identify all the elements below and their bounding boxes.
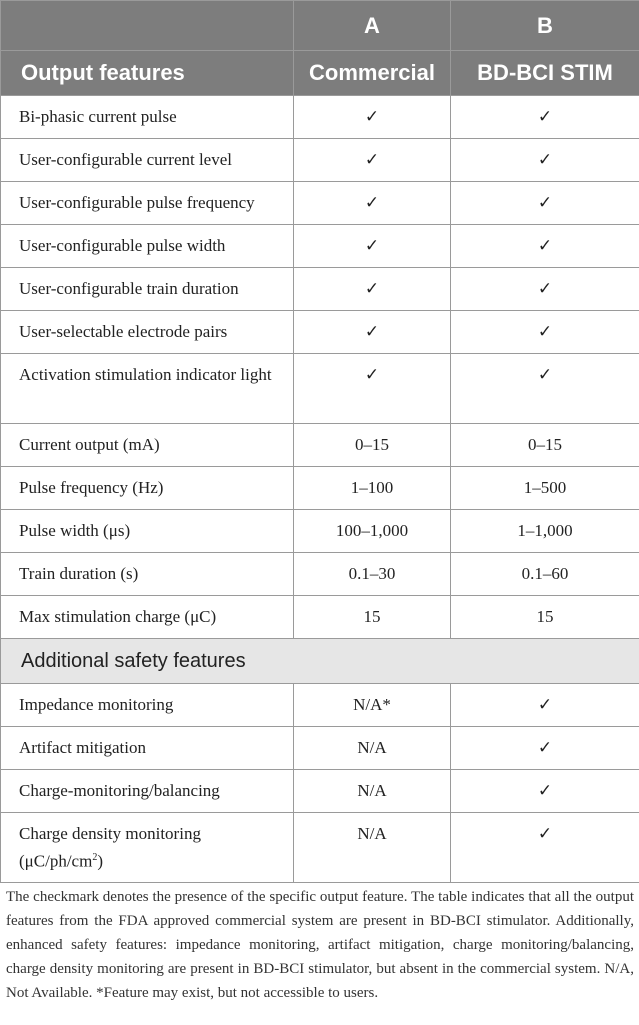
commercial-value: N/A*: [294, 684, 451, 727]
feature-name: User-configurable train duration: [1, 268, 294, 311]
bdbci-value: ✓: [451, 354, 639, 424]
header-title-row: [1, 51, 639, 96]
bdbci-value: ✓: [451, 268, 639, 311]
header-empty-cell: [1, 1, 294, 51]
feature-name: Impedance monitoring: [1, 684, 294, 727]
bdbci-value: ✓: [451, 684, 639, 727]
bdbci-value: ✓: [451, 182, 639, 225]
bdbci-value: ✓: [451, 770, 639, 813]
table-row: [1, 139, 639, 182]
feature-name: Bi-phasic current pulse: [1, 96, 294, 139]
feature-name: Pulse frequency (Hz): [1, 467, 294, 510]
feature-name: [1, 813, 294, 883]
column-b-name: BD-BCI STIM: [451, 51, 639, 96]
bdbci-value: ✓: [451, 813, 639, 883]
feature-name: User-selectable electrode pairs: [1, 311, 294, 354]
table-row: [1, 96, 639, 139]
feature-text: Charge density monitoring (μC/ph/cm: [19, 824, 201, 871]
table-row: [1, 684, 639, 727]
table-row: [1, 596, 639, 639]
feature-name: Activation stimulation indicator light: [1, 354, 294, 424]
commercial-value: ✓: [294, 139, 451, 182]
commercial-value: 0–15: [294, 424, 451, 467]
commercial-value: N/A: [294, 727, 451, 770]
commercial-value: N/A: [294, 770, 451, 813]
feature-name: Artifact mitigation: [1, 727, 294, 770]
header-letter-row: [1, 1, 639, 51]
commercial-value: ✓: [294, 225, 451, 268]
commercial-value: 15: [294, 596, 451, 639]
bdbci-value: 1–500: [451, 467, 639, 510]
feature-name: User-configurable pulse width: [1, 225, 294, 268]
bdbci-value: ✓: [451, 727, 639, 770]
column-b-letter: B: [451, 1, 639, 51]
output-features-heading: Output features: [1, 51, 294, 96]
bdbci-value: ✓: [451, 139, 639, 182]
feature-name: Charge-monitoring/balancing: [1, 770, 294, 813]
table-row: [1, 225, 639, 268]
table-row: [1, 311, 639, 354]
commercial-value: ✓: [294, 96, 451, 139]
feature-text-end: ): [97, 851, 104, 871]
commercial-value: ✓: [294, 268, 451, 311]
bdbci-value: 1–1,000: [451, 510, 639, 553]
bdbci-value: ✓: [451, 96, 639, 139]
bdbci-value: 0–15: [451, 424, 639, 467]
table-row: [1, 510, 639, 553]
feature-name: Train duration (s): [1, 553, 294, 596]
commercial-value: 0.1–30: [294, 553, 451, 596]
table-row: [1, 467, 639, 510]
table-row: [1, 268, 639, 311]
bdbci-value: ✓: [451, 225, 639, 268]
commercial-value: 1–100: [294, 467, 451, 510]
feature-name: Current output (mA): [1, 424, 294, 467]
safety-section-header-row: [1, 639, 639, 684]
table-row: [1, 770, 639, 813]
commercial-value: ✓: [294, 311, 451, 354]
table-footnote: The checkmark denotes the presence of the specific output feature. The table indicates that all the output features from the FDA approved commercial system are present in BD-BCI stimulator. Additionally, enhanced safety features: impedance monitoring, artifact mitigation, charge monitoring/balancing, charge density monitoring are present in BD-BCI stimulator, but absent in the commercial system. N/A, Not Available. *Feature may exist, but not accessible to users.: [6, 889, 634, 1001]
table-row: [1, 424, 639, 467]
commercial-value: ✓: [294, 182, 451, 225]
table-row: [1, 182, 639, 225]
column-a-letter: A: [294, 1, 451, 51]
feature-superscript: 2: [92, 852, 98, 863]
table-row: [1, 813, 639, 883]
bdbci-value: 0.1–60: [451, 553, 639, 596]
table-row: [1, 354, 639, 424]
commercial-value: N/A: [294, 813, 451, 883]
table-row: [1, 727, 639, 770]
feature-name: Max stimulation charge (μC): [1, 596, 294, 639]
bdbci-value: ✓: [451, 311, 639, 354]
table-row: [1, 553, 639, 596]
column-a-name: Commercial: [294, 51, 451, 96]
commercial-value: ✓: [294, 354, 451, 424]
feature-name: User-configurable pulse frequency: [1, 182, 294, 225]
commercial-value: 100–1,000: [294, 510, 451, 553]
bdbci-value: 15: [451, 596, 639, 639]
feature-name: User-configurable current level: [1, 139, 294, 182]
feature-name: Pulse width (μs): [1, 510, 294, 553]
safety-section-heading: Additional safety features: [1, 639, 639, 684]
